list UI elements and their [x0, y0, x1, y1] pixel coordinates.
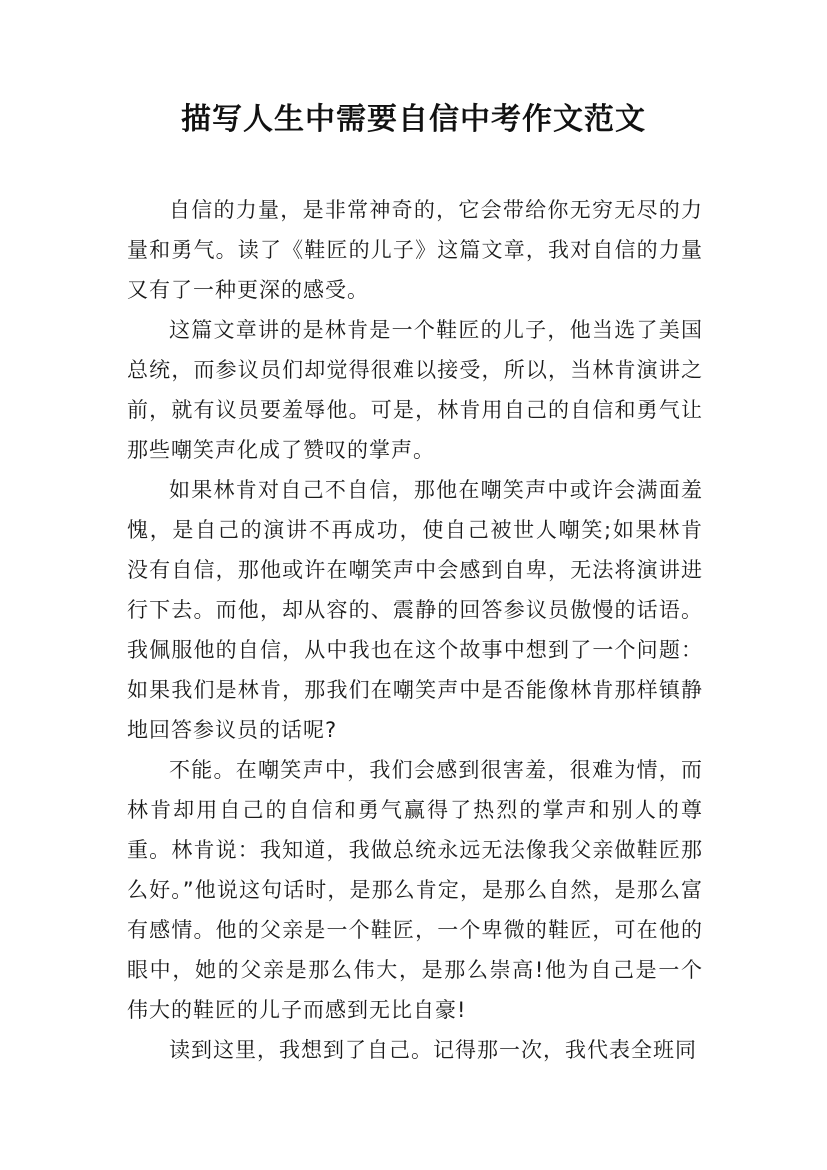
document-body	[127, 190, 703, 1070]
document-title: 描写人生中需要自信中考作文范文	[181, 102, 646, 137]
paragraph-4: 不能。在嘲笑声中，我们会感到很害羞，很难为情，而林肯却用自己的自信和勇气赢得了热烈的掌声和别人的尊重。林肯说：我知道，我做总统永远无法像我父亲做鞋匠那么好。”他说这句话时，是那么肯定，是那么自然，是那么富有感情。他的父亲是一个鞋匠，一个卑微的鞋匠，可在他的眼中，她的父亲是那么伟大，是那么崇高!他为自己是一个伟大的鞋匠的儿子而感到无比自豪!	[127, 758, 703, 1022]
paragraph-5: 读到这里，我想到了自己。记得那一次，我代表全班同	[169, 1038, 697, 1062]
paragraph-2: 这篇文章讲的是林肯是一个鞋匠的儿子，他当选了美国总统，而参议员们却觉得很难以接受，所以，当林肯演讲之前，就有议员要羞辱他。可是，林肯用自己的自信和勇气让那些嘲笑声化成了赞叹的掌声。	[127, 318, 703, 462]
paragraph-1: 自信的力量，是非常神奇的，它会带给你无穷无尽的力量和勇气。读了《鞋匠的儿子》这篇文章，我对自信的力量又有了一种更深的感受。	[127, 198, 703, 302]
paragraph-3: 如果林肯对自己不自信，那他在嘲笑声中或许会满面羞愧，是自己的演讲不再成功，使自己被世人嘲笑;如果林肯没有自信，那他或许在嘲笑声中会感到自卑，无法将演讲进行下去。而他，却从容的、震静的回答参议员傲慢的话语。我佩服他的自信，从中我也在这个故事中想到了一个问题：如果我们是林肯，那我们在嘲笑声中是否能像林肯那样镇静地回答参议员的话呢?	[127, 478, 703, 742]
